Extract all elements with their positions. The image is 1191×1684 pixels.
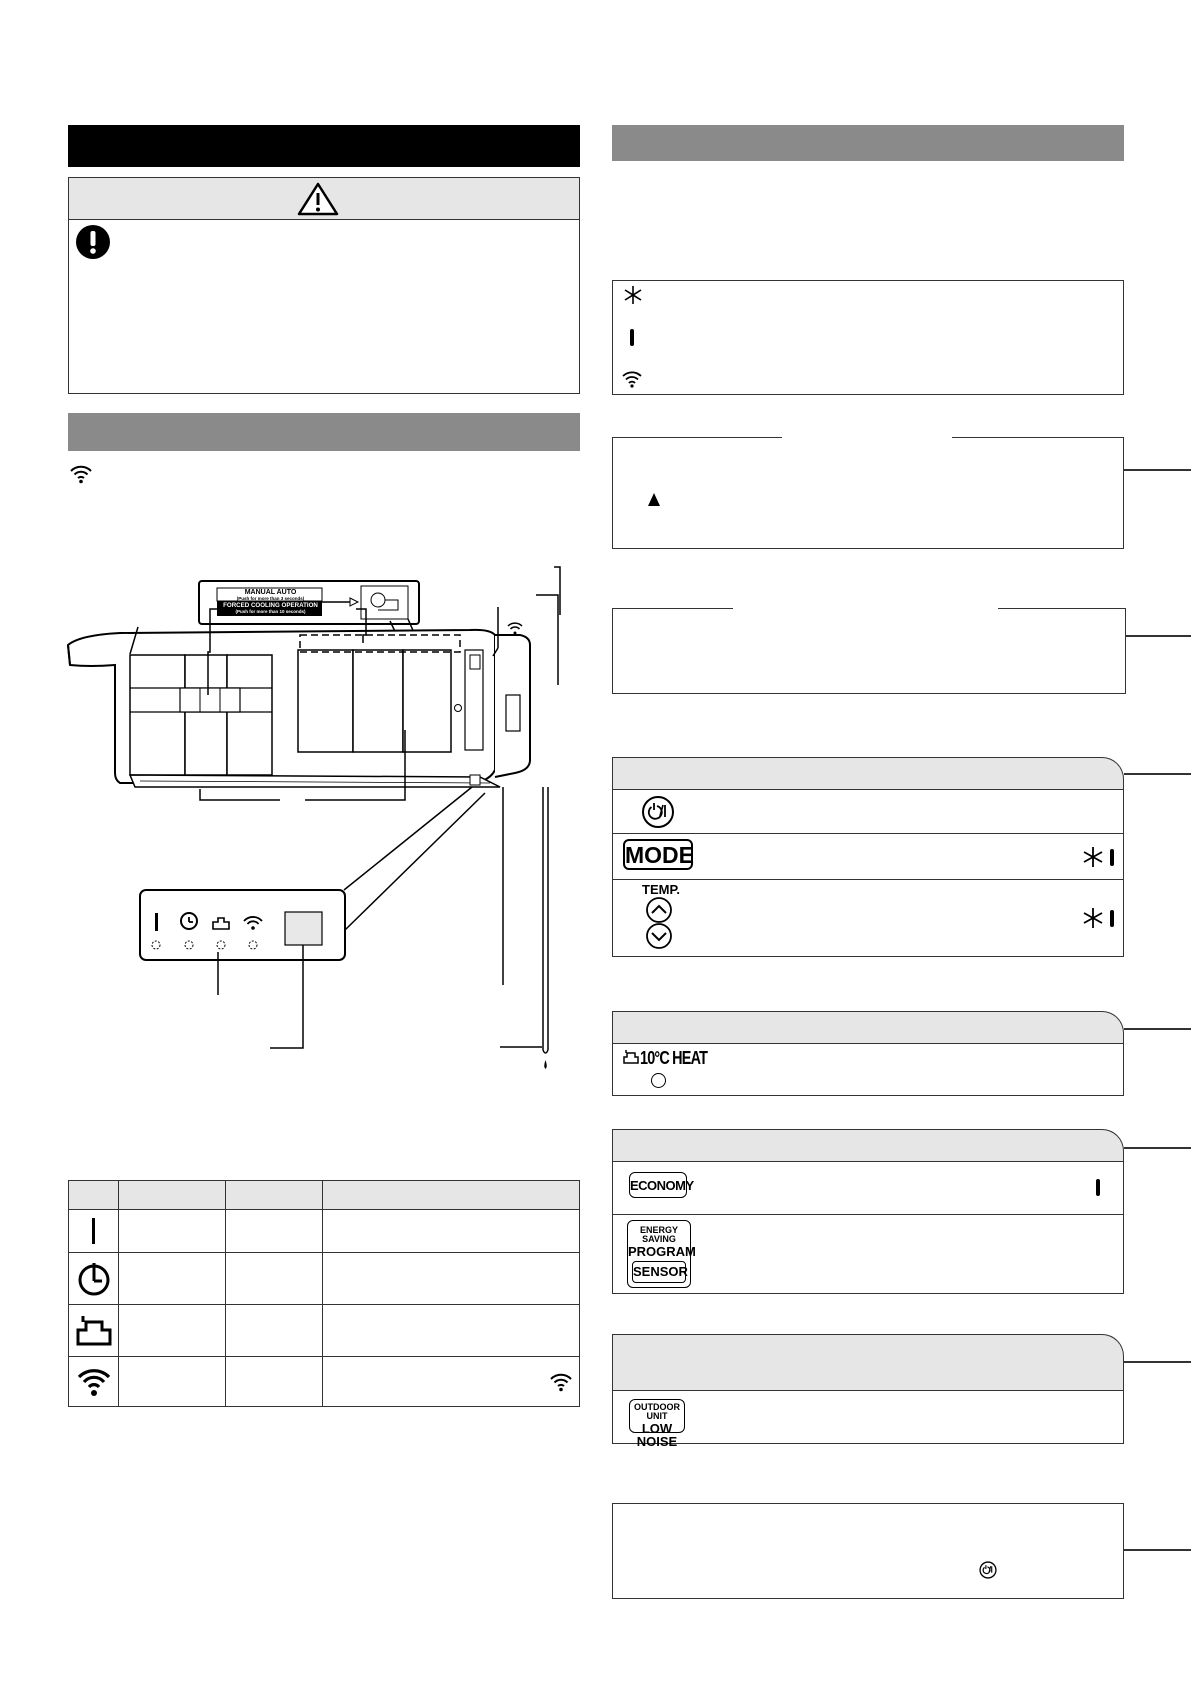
operation-indicator-icon (92, 1218, 95, 1244)
operation-symbol-icon (1096, 1179, 1100, 1196)
economy-button-icon: ECONOMY (629, 1172, 687, 1198)
margin-tab-line (1124, 1549, 1191, 1551)
energy-saving-program-sensor-icon: ENERGY SAVING PROGRAM SENSOR (627, 1220, 691, 1288)
power-button-icon (641, 795, 675, 829)
wifi-icon (69, 464, 93, 484)
wifi-indicator-icon (76, 1366, 112, 1398)
heat-op-icons (1083, 846, 1117, 868)
temp-label: TEMP. (642, 882, 681, 897)
button-panel (612, 789, 1124, 957)
margin-tab-line (1124, 469, 1191, 471)
table-header-cell (69, 1181, 119, 1210)
up-triangle-icon (648, 493, 660, 506)
mode-button-icon: MODE (623, 839, 693, 870)
section-header-black (68, 125, 580, 167)
manual-auto-label: MANUAL AUTO (Push for more than 3 seconds) (236, 589, 305, 601)
table-header-cell (226, 1181, 323, 1210)
note-box-3 (612, 1503, 1124, 1599)
low-noise-panel (612, 1390, 1124, 1449)
table-header-cell (323, 1181, 580, 1210)
wifi-icon (549, 1372, 573, 1392)
margin-tab-line (1124, 1147, 1191, 1149)
mandatory-exclamation-icon (75, 224, 111, 260)
economy-panel (612, 1161, 1124, 1294)
economy-small-icon (623, 1050, 639, 1064)
heat-label: 10°C HEAT (640, 1048, 708, 1068)
low-noise-panel-tab (612, 1334, 1124, 1391)
wifi-symbol-icon (621, 370, 643, 388)
margin-tab-line (1124, 1361, 1191, 1363)
indicator-table (68, 1180, 580, 1407)
table-row (69, 1305, 580, 1357)
margin-tab-line (1124, 1028, 1191, 1030)
temp-up-down-icon (645, 897, 673, 949)
indoor-unit-diagram (60, 555, 600, 1080)
timer-icon (76, 1261, 112, 1297)
heat-panel-tab (612, 1011, 1124, 1044)
operation-symbol-icon (630, 329, 634, 346)
table-row (69, 1357, 580, 1407)
margin-tab-line (1126, 635, 1191, 637)
note-box-1 (612, 437, 1124, 549)
outdoor-unit-low-noise-icon: OUTDOOR UNIT LOW NOISE (629, 1399, 685, 1433)
forced-cooling-label: FORCED COOLING OPERATION (Push for more than 10 seconds) (223, 602, 318, 614)
warning-triangle-icon (296, 181, 340, 217)
heat-symbol-icon (623, 285, 643, 305)
economy-indicator-icon (75, 1314, 113, 1348)
section-header-gray-right (612, 125, 1124, 161)
power-button-icon (979, 1561, 997, 1579)
table-row (69, 1210, 580, 1253)
economy-panel-tab (612, 1129, 1124, 1162)
symbol-legend-box (612, 280, 1124, 395)
note-box-2 (612, 608, 1126, 694)
table-row (69, 1253, 580, 1305)
warning-box (68, 177, 580, 394)
section-header-gray-left (68, 413, 580, 451)
margin-tab-line (1124, 773, 1191, 775)
table-header-cell (119, 1181, 226, 1210)
heat-panel (612, 1043, 1124, 1096)
heat-op-icons (1083, 907, 1117, 929)
heat-button-circle (651, 1073, 666, 1088)
button-panel-tab (612, 757, 1124, 790)
